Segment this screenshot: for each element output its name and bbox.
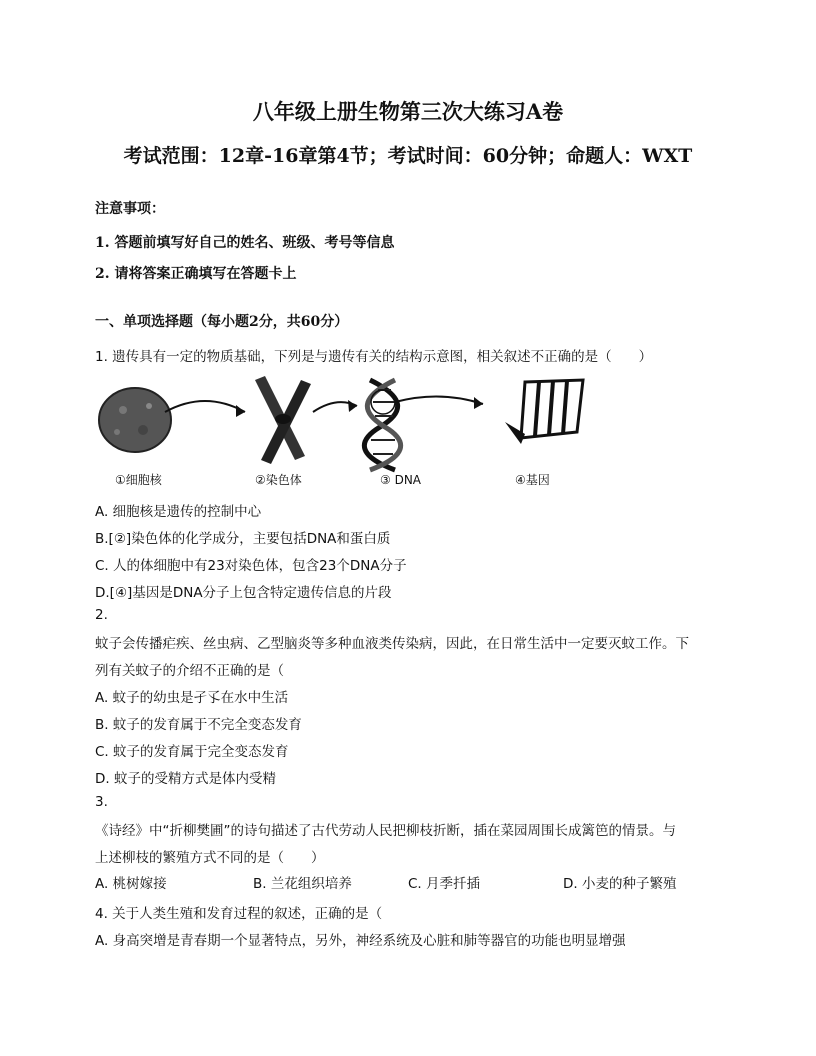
question-number: 2. — [95, 607, 108, 623]
figure-label: ③ DNA — [380, 473, 421, 487]
question-stem: 1. 遗传具有一定的物质基础，下列是与遗传有关的结构示意图，相关叙述不正确的是（ ） — [95, 349, 653, 365]
section-heading: 一、单项选择题（每小题2分，共60分） — [95, 314, 349, 330]
option-c: C. 人的体细胞中有23对染色体，包含23个DNA分子 — [95, 558, 407, 574]
option-d: D. 蚊子的受精方式是体内受精 — [95, 771, 276, 787]
question-number: 3. — [95, 794, 108, 810]
notes-heading: 注意事项： — [95, 201, 165, 217]
note-item: 1. 答题前填写好自己的姓名、班级、考号等信息 — [95, 235, 395, 251]
option-a: A. 细胞核是遗传的控制中心 — [95, 504, 262, 520]
question-stem: 上述柳枝的繁殖方式不同的是（ ） — [95, 850, 325, 866]
option-a: A. 蚊子的幼虫是孑孓在水中生活 — [95, 690, 289, 706]
gene-segment-image — [505, 380, 583, 444]
figure-label: ①细胞核 — [115, 473, 162, 487]
arrow-icon — [165, 401, 245, 417]
question-stem: 《诗经》中“折柳樊圃”的诗句描述了古代劳动人民把柳枝折断，插在菜园周围长成篱笆的情景。与 — [95, 823, 676, 839]
cell-nucleus-image — [99, 388, 171, 452]
arrow-icon — [395, 396, 483, 409]
chromosome-image — [255, 376, 311, 464]
question-stem: 列有关蚊子的介绍不正确的是（ — [95, 663, 284, 679]
genetics-structure-diagram — [95, 372, 595, 492]
figure-label: ④基因 — [515, 473, 550, 487]
option-d: D. 小麦的种子繁殖 — [563, 876, 677, 892]
dna-helix-image — [364, 380, 400, 470]
page-title: 八年级上册生物第三次大练习A卷 — [252, 99, 564, 124]
option-c: C. 蚊子的发育属于完全变态发育 — [95, 744, 289, 760]
option-c: C. 月季扦插 — [408, 876, 481, 892]
note-item: 2. 请将答案正确填写在答题卡上 — [95, 266, 297, 282]
question-stem: 4. 关于人类生殖和发育过程的叙述，正确的是（ — [95, 906, 383, 922]
figure-label: ②染色体 — [255, 473, 302, 487]
exam-info: 考试范围：12章-16章第4节；考试时间：60分钟；命题人：WXT — [123, 145, 693, 167]
option-a: A. 身高突增是青春期一个显著特点，另外，神经系统及心脏和肺等器官的功能也明显增强 — [95, 933, 626, 949]
option-b: B. 蚊子的发育属于不完全变态发育 — [95, 717, 302, 733]
option-a: A. 桃树嫁接 — [95, 876, 167, 892]
option-b: B.[②]染色体的化学成分，主要包括DNA和蛋白质 — [95, 531, 391, 547]
question-stem: 蚊子会传播疟疾、丝虫病、乙型脑炎等多种血液类传染病，因此，在日常生活中一定要灭蚊工作。下 — [95, 636, 689, 652]
arrow-icon — [313, 400, 357, 412]
option-b: B. 兰花组织培养 — [253, 876, 352, 892]
option-d: D.[④]基因是DNA分子上包含特定遗传信息的片段 — [95, 585, 392, 601]
